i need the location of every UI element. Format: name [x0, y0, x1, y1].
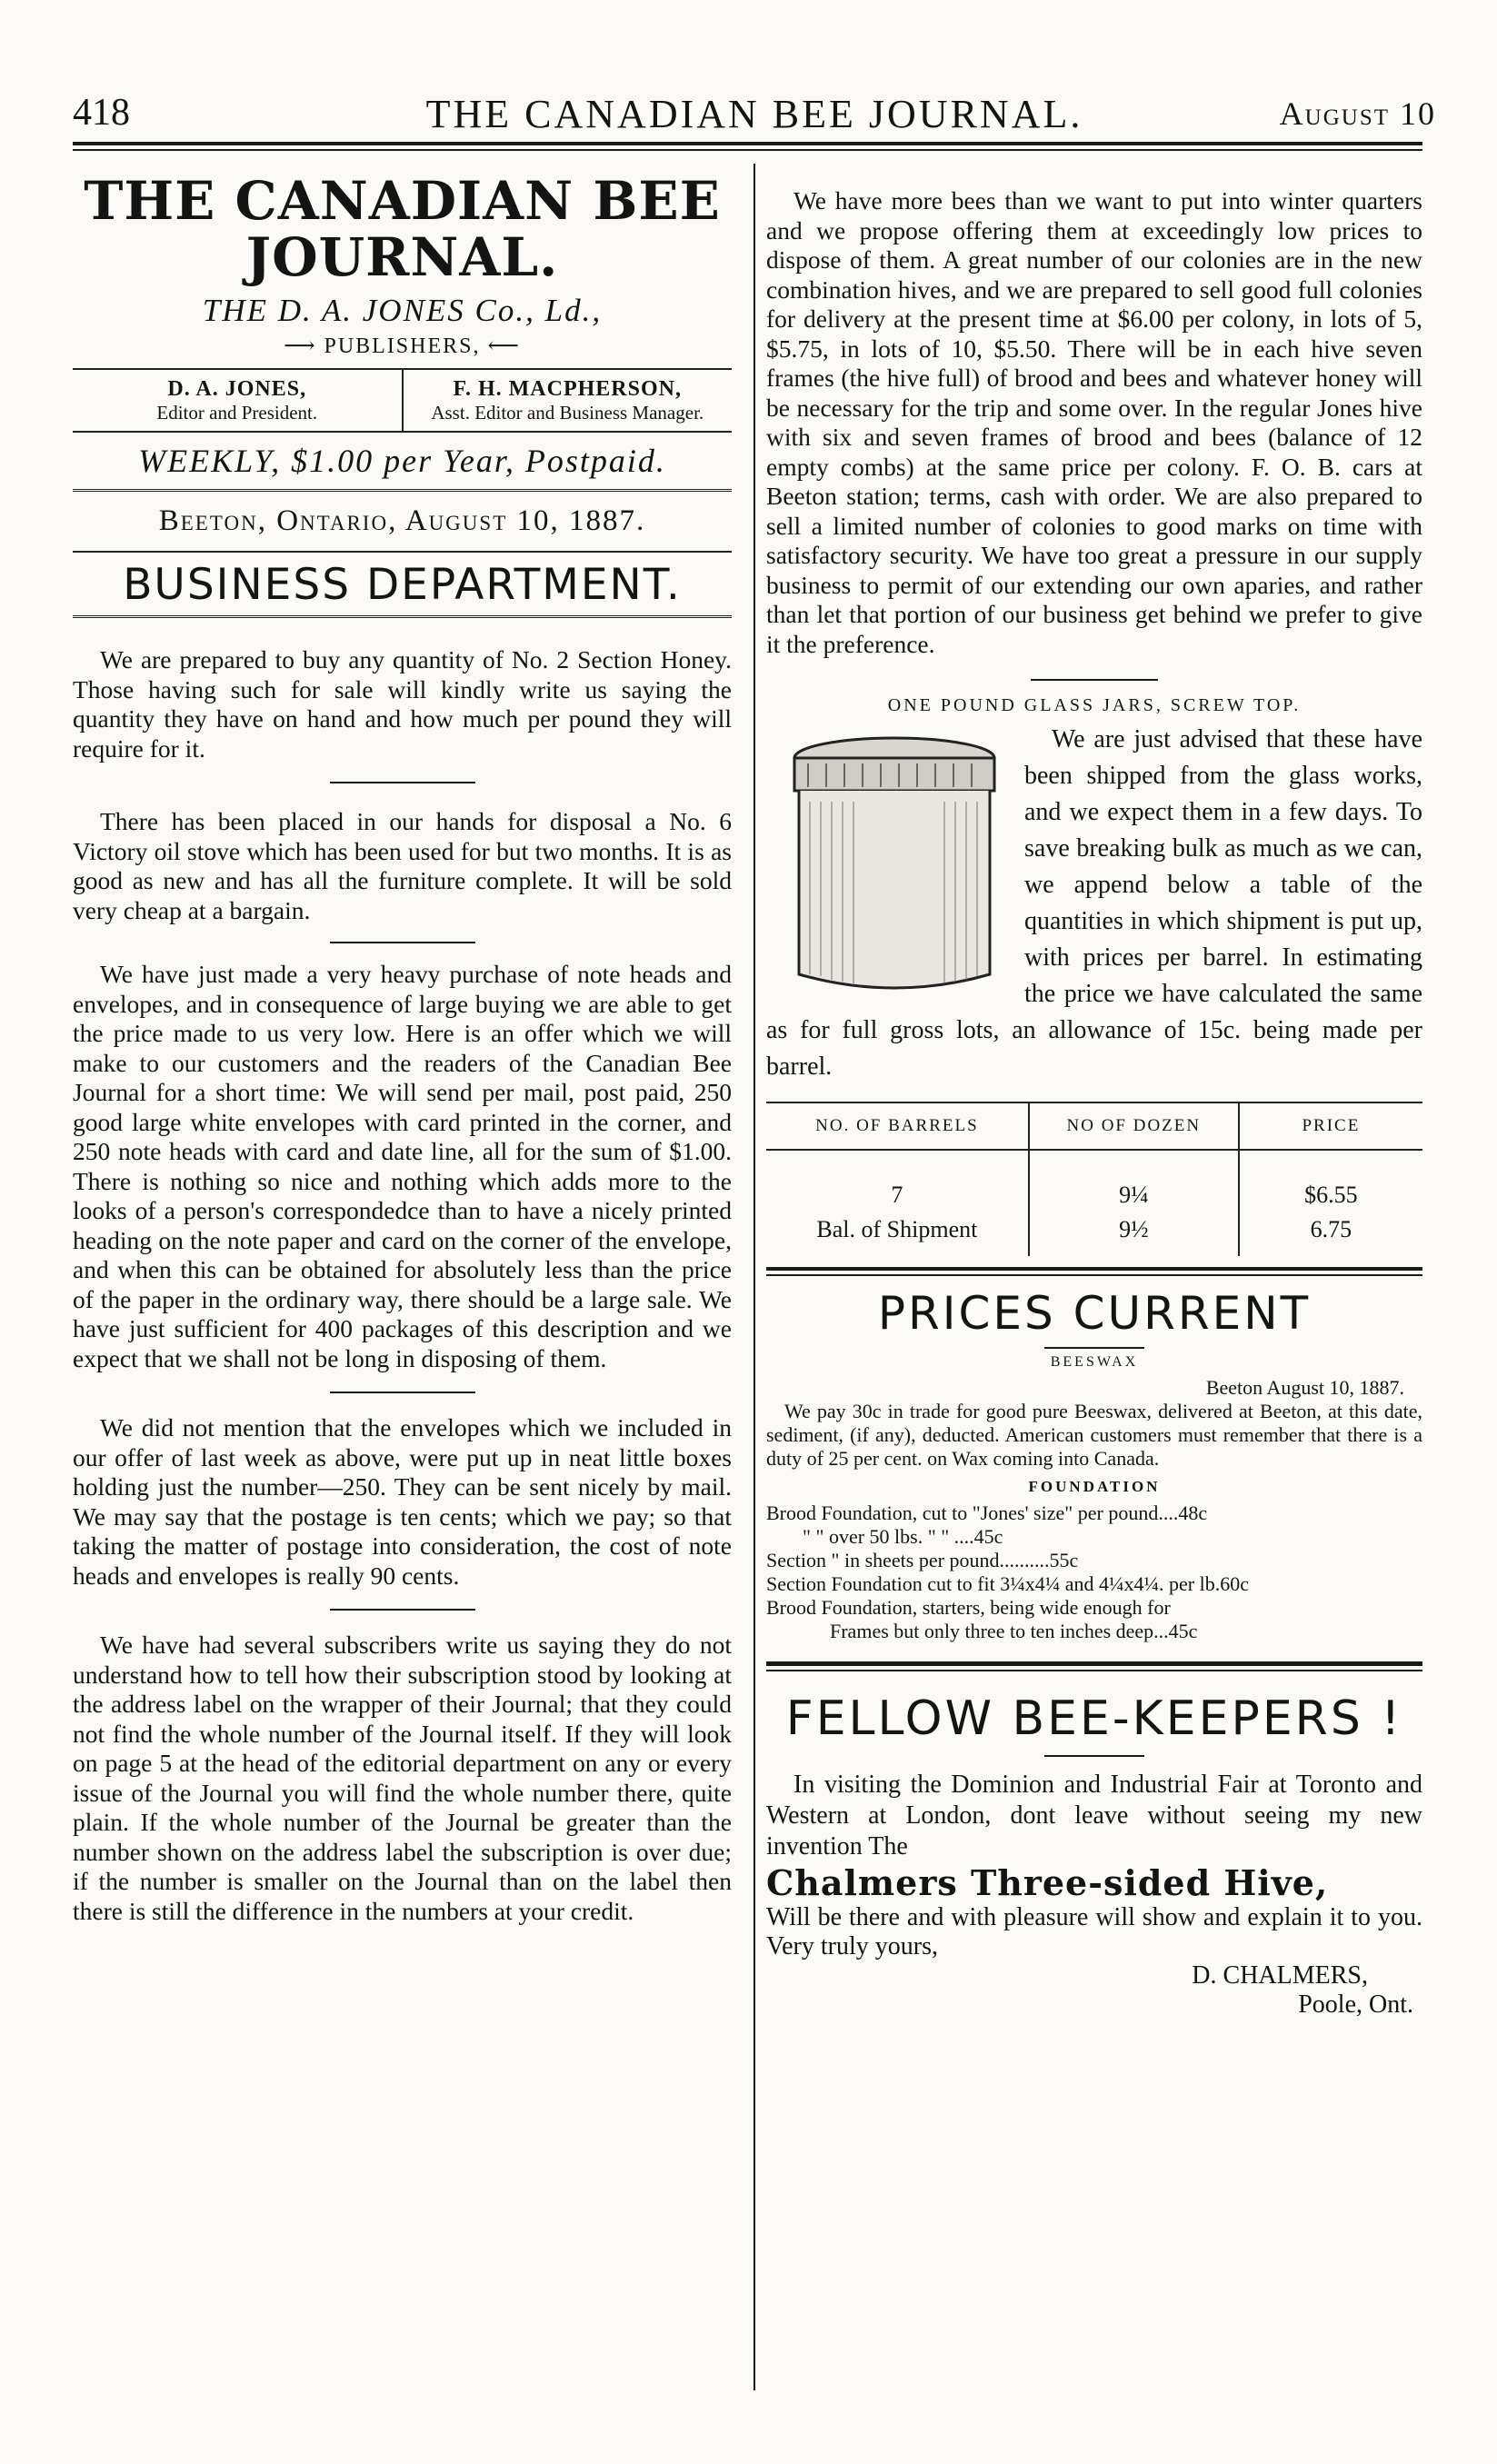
- foundation-line: Brood Foundation, cut to "Jones' size" per pound....48c: [766, 1501, 1208, 1524]
- table-header-row: [766, 1102, 1422, 1150]
- foundation-line: Section " in sheets per pound..........55c: [766, 1549, 1079, 1571]
- right-column: [766, 186, 1422, 2020]
- place-date: Beeton, Ontario, August 10, 1887.: [73, 492, 732, 553]
- ornament-right-icon: ⟵: [480, 334, 521, 358]
- business-para-5: We have had several subscribers write us saying they do not understand how to tell how their subscription stood by looking at the address label on the wrapper of their Journal; that they could not find the whole number of the Journal itself. If they will look on page 5 at the head of the editorial department on any or every issue of the Journal you will find the whole number there, quite plain. If the whole number of the Journal be greater than the number shown on the address label the subscription is over due; if the number is smaller on the Journal than on the label then there is still the difference in the numbers at your credit.: [73, 1631, 732, 1925]
- jars-price-table: [766, 1102, 1422, 1256]
- signature-name: D. CHALMERS,: [1192, 1961, 1368, 1990]
- table-cell: 9½: [1029, 1212, 1239, 1256]
- page-number: 418: [73, 92, 130, 134]
- header-rule-thin: [73, 149, 1422, 151]
- running-title: THE CANADIAN BEE JOURNAL.: [425, 92, 1083, 136]
- table-header: NO OF DOZEN: [1029, 1102, 1239, 1150]
- business-para-2: There has been placed in our hands for disposal a No. 6 Victory oil stove which has been used for but two months. It is as good as new and has all the furniture complete. It will be sold very cheap at a bargain.: [73, 807, 732, 924]
- table-cell: $6.55: [1239, 1150, 1422, 1212]
- business-para-4: We did not mention that the envelopes which we included in our offer of last week as above, were put up in neat little boxes holding just the number—250. They can be sent nicely by mail. We may say that the postage is ten cents; which we pay; so that taking the matter of postage into consideration, the cost of note heads and envelopes is really 90 cents.: [73, 1413, 732, 1590]
- para-rule: [330, 942, 475, 943]
- foundation-line: Frames but only three to ten inches deep...45c: [830, 1620, 1198, 1642]
- column-divider: [753, 164, 755, 2390]
- asst-editor-role: Asst. Editor and Business Manager.: [431, 402, 704, 424]
- asst-editor-name: F. H. MACPHERSON,: [453, 377, 682, 401]
- beeswax-heading: BEESWAX: [1050, 1354, 1139, 1370]
- editor-box: [73, 368, 732, 433]
- left-column: [73, 170, 732, 1926]
- table-cell: 9¼: [1029, 1150, 1239, 1212]
- para-rule: [330, 1392, 475, 1393]
- para-rule: [1044, 1755, 1144, 1757]
- editor-cell: [73, 370, 402, 431]
- foundation-line: " " over 50 lbs. " " ....45c: [803, 1525, 1003, 1548]
- signature-place: Poole, Ont.: [1298, 1990, 1413, 2019]
- editor-name: D. A. JONES,: [167, 377, 307, 401]
- section-rule-thin: [766, 1274, 1422, 1276]
- table-cell: 7: [891, 1182, 903, 1208]
- business-heading: BUSINESS DEPARTMENT.: [73, 553, 732, 618]
- asst-editor-cell: [402, 370, 733, 431]
- jars-text: We are just advised that these have been shipped from the glass works, and we expect them in a few days. To save breaking bulk as much as we can, we append below a table of the quantities in which shipment is put up, with prices per barrel. In estimating the price we have calculated the same as for full gross lots, an allowance of 15c. being made per barrel.: [766, 725, 1422, 1081]
- business-para-3: We have just made a very heavy purchase of note heads and envelopes, and in consequence of large buying we are able to get the price made to us very low. Here is an offer which we will make to our customers and the readers of the Canadian Bee Journal for a short time: We will send per mail, post paid, 250 good large white envelopes with card printed in the corner, and 250 note heads with card and date line, all for the sum of $1.00. There is nothing so nice and nothing which adds more to the looks of a person's correspondedce than to have a nicely printed heading on the note paper and card on the corner of the envelope, and when this can be obtained for absolutely less than the price of the paper in the ordinary way, there should be a large sale. We have just sufficient for 400 packages of this description and we expect that we shall not be long in disposing of them.: [73, 960, 732, 1372]
- running-date: August 10: [1279, 95, 1436, 132]
- page-header: [73, 91, 1436, 136]
- foundation-line: Section Foundation cut to fit 3¼x4¼ and 4¼x4¼. per lb.60c: [766, 1572, 1249, 1595]
- section-rule-thin: [766, 1670, 1422, 1671]
- fellow-heading: FELLOW BEE-KEEPERS !: [785, 1691, 1403, 1746]
- fellow-text-1: In visiting the Dominion and Industrial Fair at Toronto and Western at London, dont leave without seeing my new invention The: [766, 1771, 1422, 1860]
- foundation-line: Brood Foundation, starters, being wide enough for: [766, 1596, 1171, 1619]
- table-cell: 6.75: [1239, 1212, 1422, 1256]
- publisher: THE D. A. JONES Co., Ld.,: [202, 293, 603, 328]
- para-rule: [1031, 679, 1158, 681]
- subscription-price: WEEKLY, $1.00 per Year, Postpaid.: [73, 433, 732, 492]
- publishers-label: ⟶ PUBLISHERS, ⟵: [284, 334, 521, 358]
- beeswax-date: Beeton August 10, 1887.: [1205, 1376, 1404, 1399]
- table-row: [766, 1150, 1422, 1212]
- beeswax-text: We pay 30c in trade for good pure Beeswax, delivered at Beeton, at this date, sediment, (if any), deducted. American customers must remember that there is a duty of 25 per cent. on Wax coming into Canada.: [766, 1400, 1422, 1470]
- jars-heading: ONE POUND GLASS JARS, SCREW TOP.: [887, 695, 1302, 715]
- para-rule: [330, 782, 475, 783]
- fellow-text-2: Will be there and with pleasure will show and explain it to you. Very truly yours,: [766, 1903, 1422, 1960]
- bees-offer-para: We have more bees than we want to put into winter quarters and we propose offering them at exceedingly low prices to dispose of them. A great number of our colonies are in the new combination hives, and we are prepared to sell good full colonies for delivery at the present time at $6.00 per colony, in lots of 5, $5.75, in lots of 10, $5.50. There will be in each hive seven frames (the hive full) of brood and bees and whatever honey will be necessary for the trip and some over. In the regular Jones hive with six and seven frames of brood and bees (balance of 12 empty combs) at the same price per colony. F. O. B. cars at Beeton station; terms, cash with order. We are also prepared to sell a limited number of colonies to good marks on time with satisfactory security. We have too great a pressure in our supply business to permit of our extending our own aparies, and rather than let that portion of our business get behind we prefer to give it the preference.: [766, 186, 1422, 658]
- table-cell: Bal. of Shipment: [816, 1216, 978, 1242]
- section-rule: [766, 1267, 1422, 1271]
- table-row: [766, 1212, 1422, 1256]
- masthead-title: THE CANADIAN BEE JOURNAL.: [84, 170, 721, 288]
- header-rule: [73, 142, 1422, 145]
- para-rule: [330, 1609, 475, 1611]
- table-header: NO. OF BARRELS: [766, 1102, 1029, 1150]
- prices-current: [766, 1354, 1422, 1643]
- prices-current-heading: PRICES CURRENT: [877, 1287, 1312, 1340]
- section-rule: [766, 1661, 1422, 1666]
- para-rule: [1044, 1347, 1144, 1349]
- chalmers-product: Chalmers Three-sided Hive,: [766, 1862, 1329, 1903]
- ornament-left-icon: ⟶: [284, 334, 324, 358]
- glass-jar-illustration: [781, 729, 1008, 1002]
- editor-role: Editor and President.: [156, 402, 318, 424]
- foundation-heading: FOUNDATION: [1028, 1478, 1161, 1495]
- business-para-1: We are prepared to buy any quantity of No. 2 Section Honey. Those having such for sale will kindly write us saying the quantity they have on hand and how much per pound they will require for it.: [73, 645, 732, 763]
- table-header: PRICE: [1239, 1102, 1422, 1150]
